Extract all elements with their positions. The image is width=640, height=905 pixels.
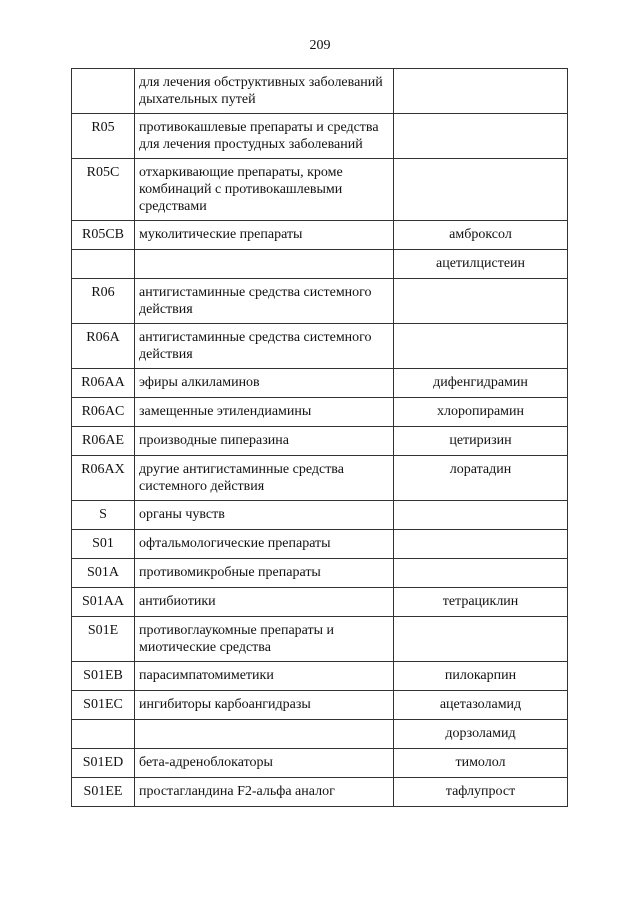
description-cell: антигистаминные средства системного действия [135,279,394,324]
atc-code-cell [72,69,135,114]
table-row [72,559,568,588]
table-row [72,324,568,369]
table-row [72,427,568,456]
description-cell: антибиотики [135,588,394,617]
atc-code-cell: R05CB [72,221,135,250]
drug-name-cell: пилокарпин [394,662,568,691]
atc-code-cell: S01A [72,559,135,588]
atc-code-cell [72,720,135,749]
drug-name-cell [394,530,568,559]
drug-name-cell [394,159,568,221]
drug-name-cell: тетрациклин [394,588,568,617]
atc-code-cell: R06AE [72,427,135,456]
description-cell: противомикробные препараты [135,559,394,588]
drug-name-cell: тафлупрост [394,778,568,807]
atc-code-cell: S01 [72,530,135,559]
drug-name-cell [394,559,568,588]
description-cell: муколитические препараты [135,221,394,250]
table-row [72,530,568,559]
description-cell [135,720,394,749]
atc-code-cell: S01EB [72,662,135,691]
atc-code-cell [72,250,135,279]
table-row [72,250,568,279]
table-row [72,720,568,749]
table-row [72,221,568,250]
page-number: 209 [309,38,331,53]
table-row [72,501,568,530]
table-row [72,279,568,324]
atc-code-cell: R05C [72,159,135,221]
atc-code-cell: R06 [72,279,135,324]
drug-name-cell [394,69,568,114]
atc-code-cell: S [72,501,135,530]
drug-name-cell [394,279,568,324]
atc-code-cell: S01EE [72,778,135,807]
description-cell: антигистаминные средства системного действия [135,324,394,369]
table-row [72,456,568,501]
atc-code-cell: R06AX [72,456,135,501]
description-cell: другие антигистаминные средства системного действия [135,456,394,501]
drug-name-cell: лоратадин [394,456,568,501]
drug-name-cell: тимолол [394,749,568,778]
drug-name-cell: ацетазоламид [394,691,568,720]
drug-name-cell [394,501,568,530]
table-row [72,778,568,807]
atc-code-cell: S01ED [72,749,135,778]
description-cell: офтальмологические препараты [135,530,394,559]
description-cell: замещенные этилендиамины [135,398,394,427]
description-cell: органы чувств [135,501,394,530]
table-row [72,691,568,720]
drug-name-cell: ацетилцистеин [394,250,568,279]
drug-name-cell: дорзоламид [394,720,568,749]
atc-code-cell: S01EC [72,691,135,720]
description-cell: эфиры алкиламинов [135,369,394,398]
table-row [72,369,568,398]
description-cell: противоглаукомные препараты и миотические средства [135,617,394,662]
drug-name-cell: дифенгидрамин [394,369,568,398]
description-cell: отхаркивающие препараты, кроме комбинаций с противокашлевыми средствами [135,159,394,221]
table-row [72,114,568,159]
table-row [72,69,568,114]
description-cell: бета-адреноблокаторы [135,749,394,778]
description-cell: парасимпатомиметики [135,662,394,691]
drug-classification-table [71,68,568,807]
table-row [72,662,568,691]
drug-name-cell [394,324,568,369]
drug-name-cell: хлоропирамин [394,398,568,427]
atc-code-cell: R06A [72,324,135,369]
description-cell: простагландина F2-альфа аналог [135,778,394,807]
table-row [72,749,568,778]
table-row [72,159,568,221]
atc-code-cell: S01AA [72,588,135,617]
atc-code-cell: R06AC [72,398,135,427]
drug-name-cell: цетиризин [394,427,568,456]
description-cell: производные пиперазина [135,427,394,456]
drug-name-cell: амброксол [394,221,568,250]
description-cell: для лечения обструктивных заболеваний дыхательных путей [135,69,394,114]
description-cell [135,250,394,279]
atc-code-cell: R06AA [72,369,135,398]
description-cell: ингибиторы карбоангидразы [135,691,394,720]
atc-code-cell: S01E [72,617,135,662]
description-cell: противокашлевые препараты и средства для лечения простудных заболеваний [135,114,394,159]
atc-code-cell: R05 [72,114,135,159]
table-row [72,398,568,427]
table-row [72,588,568,617]
drug-name-cell [394,114,568,159]
table-row [72,617,568,662]
drug-name-cell [394,617,568,662]
